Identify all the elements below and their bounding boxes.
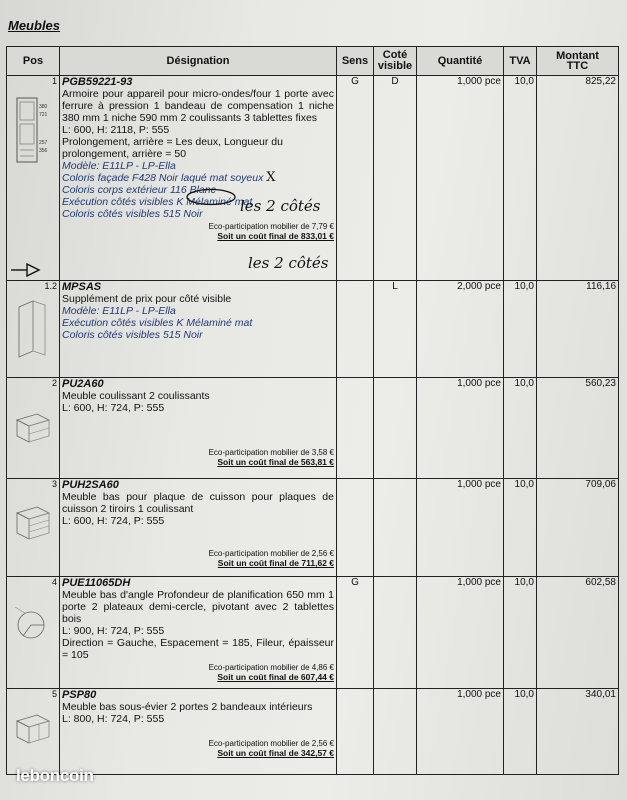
table-row: [7, 378, 619, 479]
row-sens: G: [337, 76, 374, 281]
tall-cabinet-thumbnail: [11, 96, 51, 166]
row-pos: 2: [7, 378, 60, 479]
corner-cabinet-thumbnail: [11, 601, 55, 647]
row-designation: PUH2SA60 Meuble bas pour plaque de cuisson pour plaques de cuisson 2 tiroirs 1 coulissant L: 600, H: 724, P: 555 Eco-participation mobilier de 2,56 € Soit un coût final de 711,62 €: [60, 479, 337, 577]
row-montant: 825,22: [537, 76, 619, 281]
handwritten-circle: [185, 188, 237, 206]
handwritten-note: les 2 côtés: [240, 197, 321, 215]
row-montant: 709,06: [537, 479, 619, 577]
row-montant: 602,58: [537, 577, 619, 689]
row-cote: [374, 577, 417, 689]
row-sens: [337, 689, 374, 775]
header-pos: Pos: [7, 47, 60, 76]
row-designation: PGB59221-93 Armoire pour appareil pour micro-ondes/four 1 porte avec ferrure à pression 1 bandeau de compensation 1 niche 380 mm 1 niche 590 mm 2 coulissants 3 tablettes fixes L: 600, H: 2118, P: 555 Prolongement, arrière = Les deux, Longueur du prolongement, arrière = 50 Modèle: E11LP - LP-Ella Coloris façade F428 Noir laqué mat soyeux X Coloris corps extérieur 116 Blanc Exécution côtés visibles K Mélaminé mat Coloris côtés visibles 515 Noir Eco-participation mobilier de 7,79 € Soit un coût final de 833,01 € les 2 côtés les 2 côtés: [60, 76, 337, 281]
row-pos: 5: [7, 689, 60, 775]
row-tva: 10,0: [504, 577, 537, 689]
table-row: [7, 577, 619, 689]
header-montant: Montant TTC: [537, 47, 619, 76]
row-sens: G: [337, 577, 374, 689]
handwritten-cross: X: [266, 170, 276, 185]
dim-label: 356: [39, 148, 48, 154]
row-cote: L: [374, 281, 417, 378]
row-qty: 1,000 pce: [417, 689, 504, 775]
leboncoin-watermark: leboncoin: [16, 766, 94, 785]
header-tva: TVA: [504, 47, 537, 76]
row-sens: [337, 378, 374, 479]
row-tva: 10,0: [504, 281, 537, 378]
row-designation: PUE11065DH Meuble bas d'angle Profondeur de planification 650 mm 1 porte 2 plateaux demi-cercle, pivotant avec 2 tablettes bois L: 900, H: 724, P: 555 Direction = Gauche, Espacement = 185, Fileur, épaisseur = 105 Eco-participation mobilier de 4,86 € Soit un coût final de 607,44 €: [60, 577, 337, 689]
row-designation: PU2A60 Meuble coulissant 2 coulissants L: 600, H: 724, P: 555 Eco-participation mobilier de 3,58 € Soit un coût final de 563,81 €: [60, 378, 337, 479]
row-designation: PSP80 Meuble bas sous-évier 2 portes 2 bandeaux intérieurs L: 800, H: 724, P: 555 Eco-participation mobilier de 2,56 € Soit un coût final de 342,57 €: [60, 689, 337, 775]
row-tva: 10,0: [504, 689, 537, 775]
row-qty: 1,000 pce: [417, 577, 504, 689]
table-header-row: [7, 47, 619, 76]
row-montant: 340,01: [537, 689, 619, 775]
row-qty: 1,000 pce: [417, 76, 504, 281]
sink-cabinet-thumbnail: [11, 709, 55, 749]
row-tva: 10,0: [504, 378, 537, 479]
header-sens: Sens: [337, 47, 374, 76]
header-quantite: Quantité: [417, 47, 504, 76]
header-cote-visible: Coté visible: [374, 47, 417, 76]
row-cote: D: [374, 76, 417, 281]
row-qty: 1,000 pce: [417, 479, 504, 577]
row-sens: [337, 281, 374, 378]
row-montant: 116,16: [537, 281, 619, 378]
dim-label: 721: [39, 112, 48, 118]
row-tva: 10,0: [504, 76, 537, 281]
drawer-cabinet-thumbnail: [11, 406, 55, 446]
dim-label: 380: [39, 104, 48, 110]
row-montant: 560,23: [537, 378, 619, 479]
row-designation: MPSAS Supplément de prix pour côté visible Modèle: E11LP - LP-Ella Exécution côtés visibles K Mélaminé mat Coloris côtés visibles 515 Noir: [60, 281, 337, 378]
row-tva: 10,0: [504, 479, 537, 577]
row-cote: [374, 378, 417, 479]
row-pos: 1 380 721 257 356: [7, 76, 60, 281]
row-pos: 4: [7, 577, 60, 689]
section-title: Meubles: [8, 18, 61, 33]
row-pos: 1.2: [7, 281, 60, 378]
table-row: [7, 689, 619, 775]
table-row: [7, 281, 619, 378]
table-row: [7, 479, 619, 577]
row-qty: 2,000 pce: [417, 281, 504, 378]
row-qty: 1,000 pce: [417, 378, 504, 479]
dim-label: 257: [39, 140, 48, 146]
header-designation: Désignation: [60, 47, 337, 76]
side-panel-thumbnail: [11, 299, 51, 359]
row-cote: [374, 479, 417, 577]
handwritten-note: les 2 côtés: [248, 254, 329, 272]
row-cote: [374, 689, 417, 775]
row-pos: 3: [7, 479, 60, 577]
cooktop-cabinet-thumbnail: [11, 501, 55, 545]
furniture-table: [6, 46, 619, 775]
arrow-pointer-mark: [9, 262, 43, 278]
row-sens: [337, 479, 374, 577]
table-row: [7, 76, 619, 281]
